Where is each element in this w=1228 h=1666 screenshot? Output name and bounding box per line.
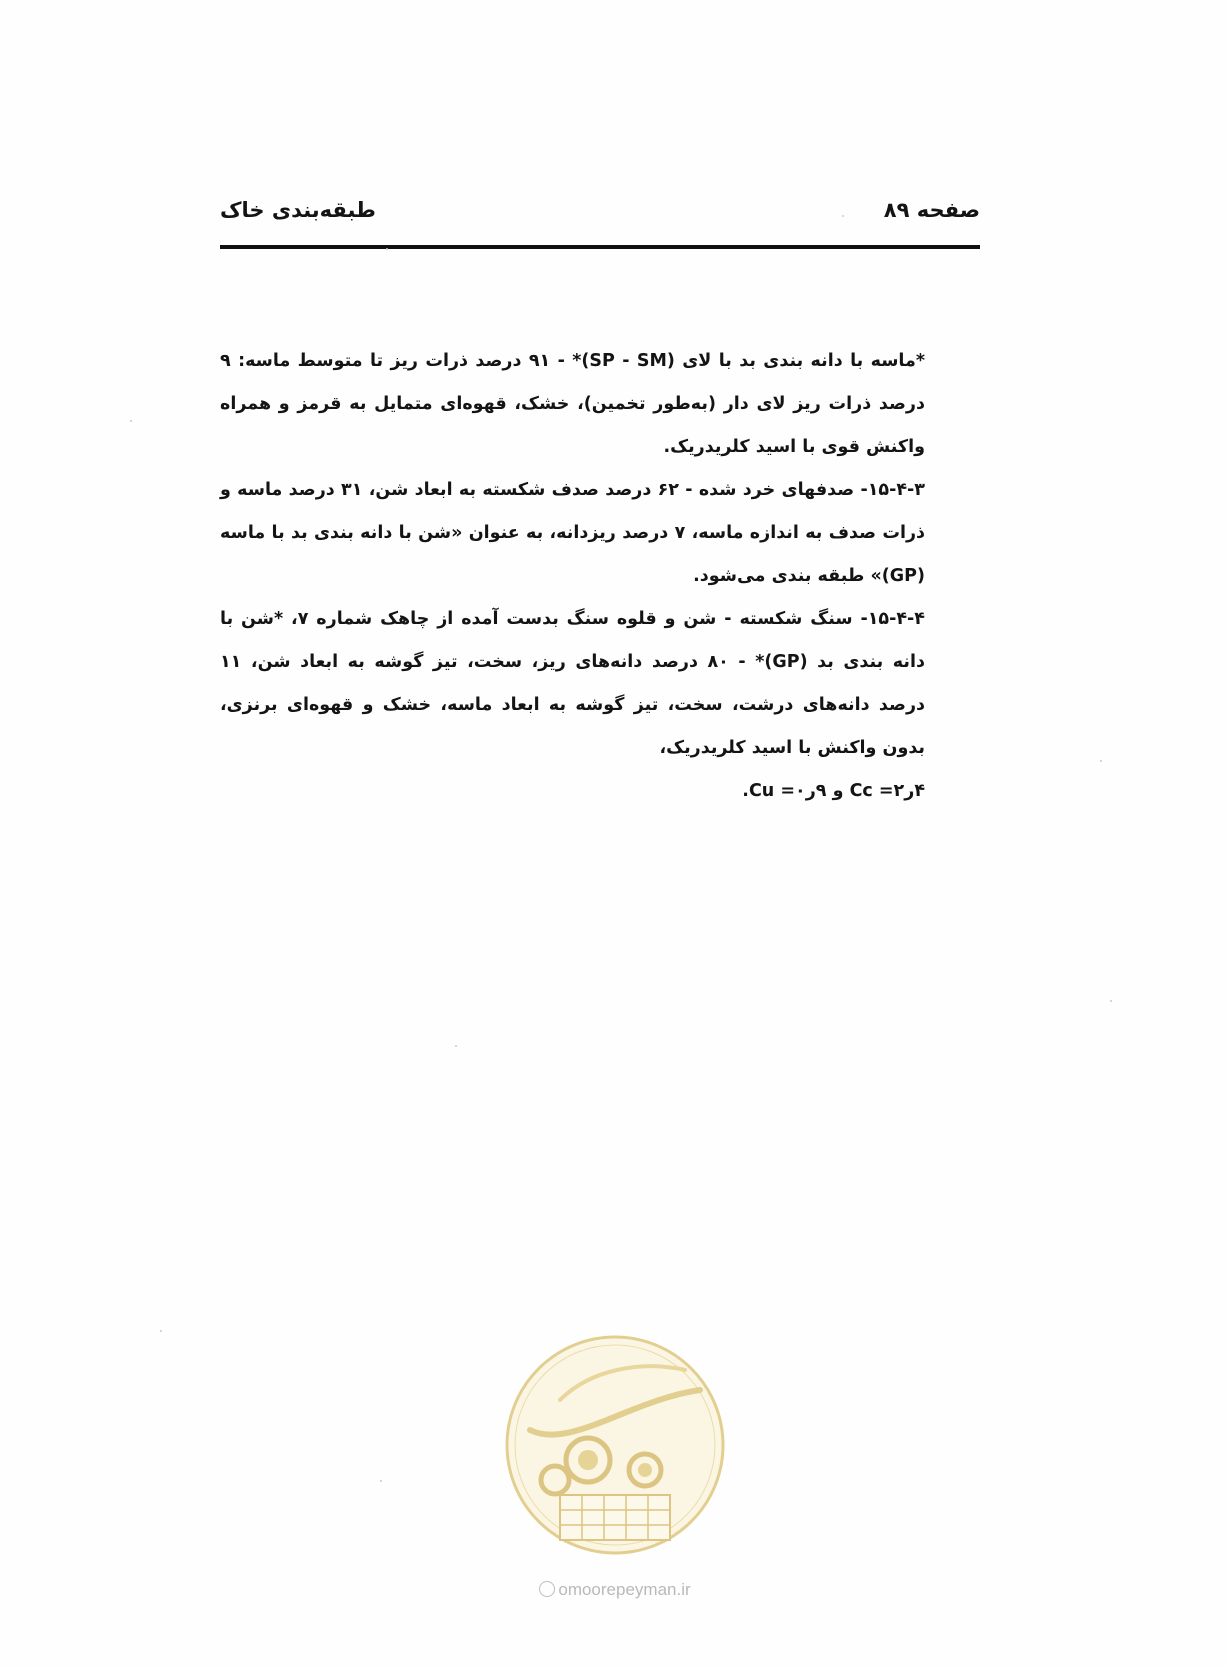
scan-speck (1100, 760, 1102, 762)
scan-speck (380, 1480, 382, 1482)
scan-speck (130, 420, 132, 422)
watermark-logo-icon (500, 1330, 730, 1560)
scan-speck (455, 1045, 457, 1047)
body-text (220, 340, 925, 813)
scan-speck (842, 215, 844, 217)
paragraph-15-4-3: ۱۵-۴-۳- صدفهای خرد شده - ۶۲ درصد صدف شکسته به ابعاد شن، ۳۱ درصد ماسه و ذرات صدف به اندازه ماسه، ۷ درصد ریزدانه، به عنوان «شن با دانه بندی بد با ماسه (GP)» طبقه بندی می‌شود. (220, 480, 926, 586)
chapter-title: طبقه‌بندی خاک (220, 198, 376, 222)
running-header (220, 198, 980, 234)
globe-icon (539, 1581, 555, 1597)
page-number: صفحه ۸۹ (883, 198, 980, 222)
scan-speck (160, 1330, 162, 1332)
scan-speck (1110, 1000, 1112, 1002)
paragraph-sp-sm: *ماسه با دانه بندی بد با لای (SP - SM)* - ۹۱ درصد ذرات ریز تا متوسط ماسه: ۹ درصد ذرات ریز لای دار (به‌طور تخمین)، خشک، قهوه‌ای متمایل به قرمز و همراه واکنش قوی با اسید کلریدریک. (220, 351, 925, 457)
scan-speck (386, 248, 388, 250)
coefficient-formula: ۴ر۲= Cc و ۹ر۰= Cu. (742, 781, 925, 801)
header-rule (220, 245, 980, 249)
paragraph-15-4-4: ۱۵-۴-۴- سنگ شکسته - شن و قلوه سنگ بدست آمده از چاهک شماره ۷، *شن با دانه بندی بد (GP)* - ۸۰ درصد دانه‌های ریز، سخت، تیز گوشه به ابعاد شن، ۱۱ درصد دانه‌های درشت، سخت، تیز گوشه به ابعاد ماسه، خشک و قهوه‌ای برنزی، بدون واکنش با اسید کلریدریک، (220, 609, 925, 758)
watermark-url-text: omoorepeyman.ir (558, 1580, 691, 1599)
watermark-url (510, 1580, 720, 1600)
